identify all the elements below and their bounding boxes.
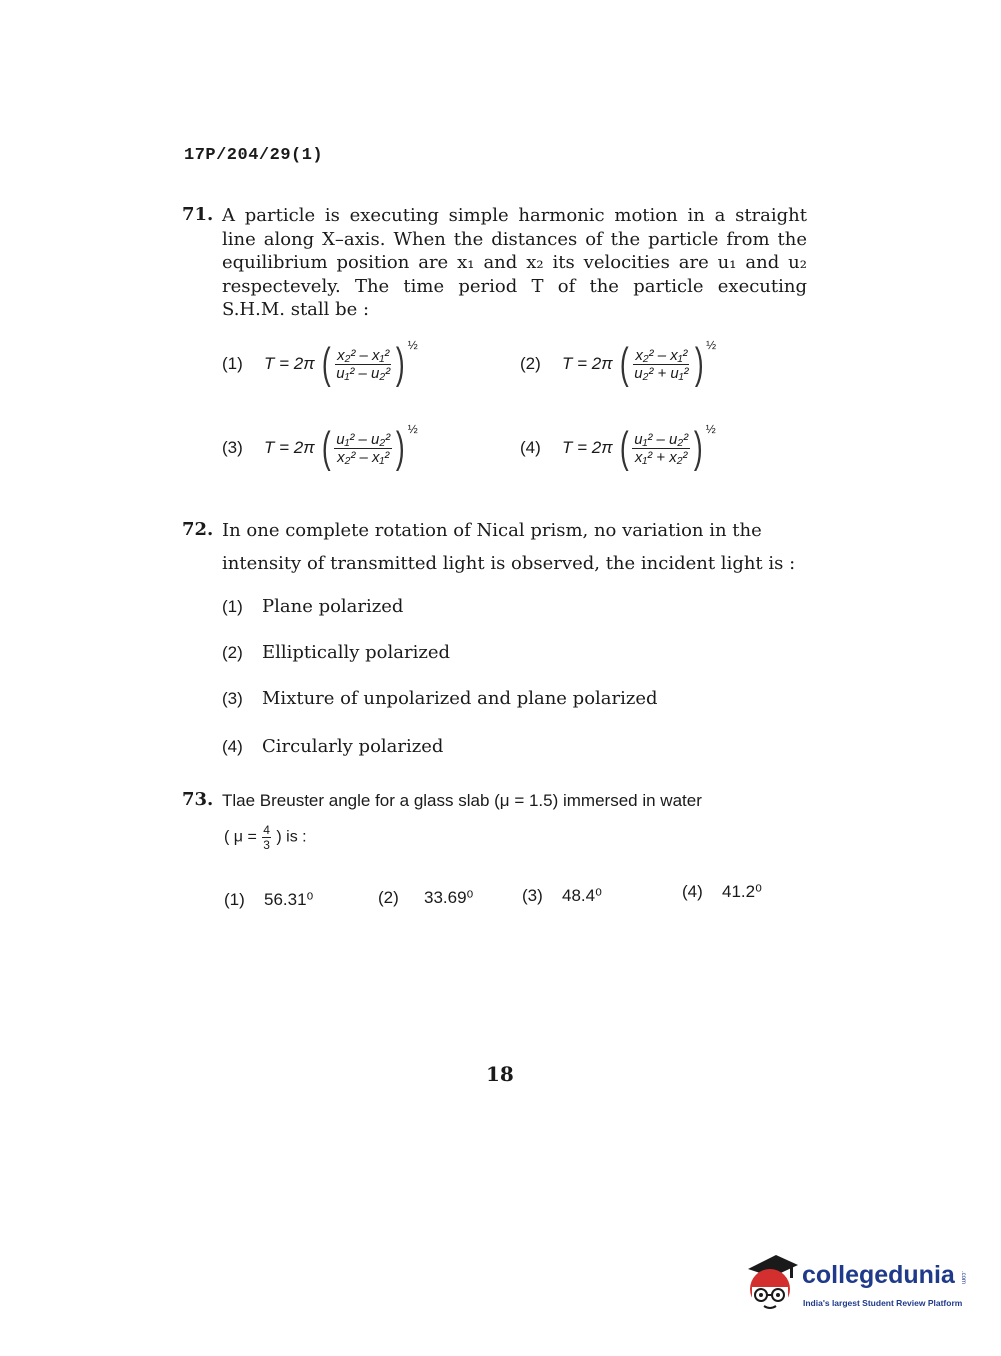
q71-option-2-fraction [632,347,690,382]
q71-option-1-label: (1) [222,354,243,373]
q72-option-4-label: (4) [222,737,243,756]
q72-option-3 [222,688,658,709]
q73-option-4-label: (4) [682,882,703,901]
q71-option-2-lhs: T = 2π [562,354,613,373]
paper-code: 17P/204/29(1) [184,146,324,165]
q72-option-1 [222,596,403,617]
question-72-number: 72. [182,519,214,540]
q71-option-1-denominator: u₁² – u₂² [336,364,391,382]
q71-option-3-exponent: ½ [407,422,418,436]
q71-option-4-fraction [632,431,690,466]
q71-option-1-numerator: x₂² – x₁² [337,346,390,364]
q71-option-4 [520,422,716,472]
q71-option-4-lhs: T = 2π [562,438,613,457]
q73-mu-numerator: 4 [263,823,270,837]
question-71-text: A particle is executing simple harmonic motion in a straight line along X–axis. When the distances of the particle from the equilibrium position are x₁ and x₂ its velocities are u₁ and u₂ respectevely. The time period T of the particle executing S.H.M. stall be : [222,205,807,320]
right-paren: ) [694,423,703,472]
collegedunia-logo[interactable] [742,1249,972,1319]
q73-mu-suffix: ) is : [276,828,307,846]
q73-option-1-text: 56.31⁰ [264,890,314,909]
left-paren: ( [321,339,331,388]
q72-option-2 [222,642,450,663]
logo-tagline: India's largest Student Review Platform [803,1298,963,1308]
logo-suffix: .com [960,1271,966,1285]
left-paren: ( [619,339,629,388]
question-73-text: Tlae Breuster angle for a glass slab (μ = 1.5) immersed in water [222,791,702,810]
q73-option-3-text: 48.4⁰ [562,886,602,905]
mascot-icon [742,1249,802,1319]
q73-option-3-label: (3) [522,886,543,905]
page-number: 18 [486,1062,514,1086]
q73-option-4-text: 41.2⁰ [722,882,762,901]
q73-mu-denominator: 3 [263,838,270,852]
logo-brand-text: collegedunia [802,1261,955,1289]
q71-option-2-denominator: u₂² + u₁² [634,364,689,382]
question-72-text: In one complete rotation of Nical prism, no variation in the intensity of transmitted light is observed, the incident light is : [222,520,796,574]
q71-option-4-numerator: u₁² – u₂² [634,430,689,448]
q72-option-2-text: Elliptically polarized [262,642,451,663]
q73-option-4 [682,882,762,902]
q71-option-3 [222,422,418,472]
q72-option-1-text: Plane polarized [262,596,404,617]
q72-option-4 [222,736,443,757]
q71-option-2 [520,338,717,388]
q73-option-1 [224,890,313,910]
q71-option-3-denominator: x₂² – x₁² [337,448,390,466]
q71-option-1 [222,338,418,388]
q71-option-2-label: (2) [520,354,541,373]
q73-option-2-label: (2) [378,888,399,907]
q71-option-3-label: (3) [222,438,243,457]
question-73-number: 73. [182,789,214,810]
q73-mu-expression [224,823,307,852]
q71-option-2-numerator: x₂² – x₁² [635,346,688,364]
q71-option-3-lhs: T = 2π [264,438,315,457]
q73-option-2 [378,888,473,908]
left-paren: ( [321,423,331,472]
q72-option-2-label: (2) [222,643,243,662]
q71-option-1-lhs: T = 2π [264,354,315,373]
q72-option-4-text: Circularly polarized [262,736,444,757]
q73-option-1-label: (1) [224,890,245,909]
q73-option-3 [522,886,602,906]
q71-option-1-fraction [334,347,392,382]
question-71-number: 71. [182,204,214,225]
q71-option-4-exponent: ½ [705,422,716,436]
right-paren: ) [396,423,405,472]
q73-option-2-text: 33.69⁰ [424,888,474,907]
q73-mu-fraction [262,823,271,852]
q72-option-3-label: (3) [222,689,243,708]
q71-option-3-numerator: u₁² – u₂² [336,430,391,448]
q72-option-1-label: (1) [222,597,243,616]
q72-option-3-text: Mixture of unpolarized and plane polarized [262,688,658,709]
right-paren: ) [694,339,704,388]
q71-option-4-denominator: x₁² + x₂² [634,448,688,466]
left-paren: ( [619,423,629,472]
q73-mu-prefix: ( μ = [224,828,257,846]
q71-option-2-exponent: ½ [706,338,717,352]
q71-option-3-fraction [334,431,392,466]
q71-option-4-label: (4) [520,438,541,457]
q71-option-1-exponent: ½ [407,338,418,352]
right-paren: ) [396,339,405,388]
